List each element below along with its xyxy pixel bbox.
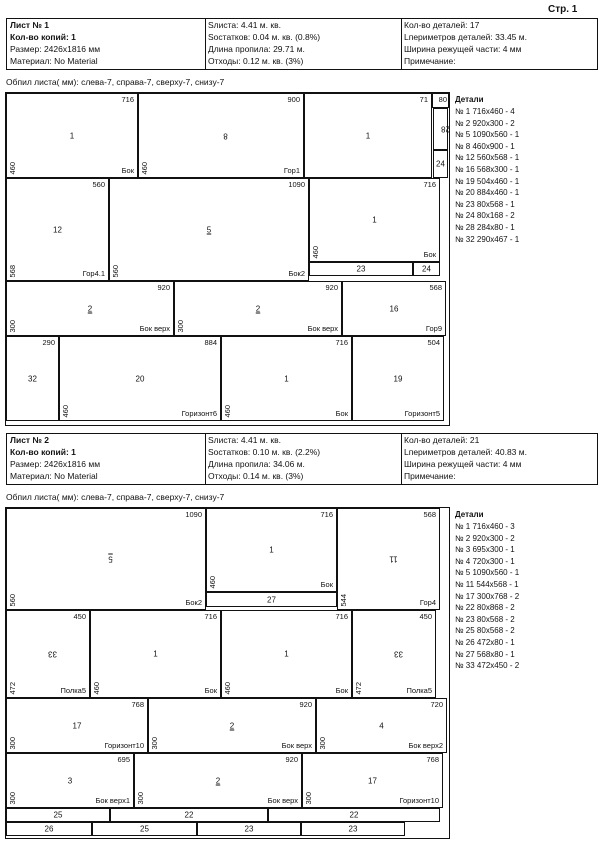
sheet2-cut-length: Длина пропила: 34.06 м. [208, 459, 305, 469]
part[interactable]: 716 1 460 Бок [6, 93, 138, 178]
part[interactable]: 920 2 300 Бок верх [6, 281, 174, 336]
list-item: № 20 884x460 - 1 [455, 188, 520, 198]
part[interactable]: 720 4 300 Бок верх2 [316, 698, 447, 753]
sheet1-trim-info: Обпил листа( мм): слева-7, справа-7, сверху-7, снизу-7 [6, 77, 225, 87]
list-item: № 26 472x80 - 1 [455, 637, 515, 647]
sheet1-note: Примечание: [404, 56, 456, 66]
sheet1-material: Материал: No Material [10, 56, 98, 66]
part[interactable]: 71 1 [304, 93, 432, 178]
part[interactable]: 716 1 460 Бок [221, 610, 352, 698]
part[interactable]: 716 1 460 Бок [206, 508, 337, 592]
list-item: № 2 920x300 - 2 [455, 118, 515, 128]
part[interactable]: 768 17 300 Горизонт10 [302, 753, 443, 808]
list-item: № 4 720x300 - 1 [455, 556, 515, 566]
list-item: № 5 1090x560 - 1 [455, 130, 520, 140]
list-item: № 5 1090x560 - 1 [455, 568, 520, 578]
list-item: № 25 80x568 - 2 [455, 626, 515, 636]
list-item: № 23 80x568 - 1 [455, 199, 515, 209]
sheet1-header [6, 18, 598, 70]
sheet2-remnants: Sостатков: 0.10 м. кв. (2.2%) [208, 447, 321, 457]
sheet1-remnants: Sостатков: 0.04 м. кв. (0.8%) [208, 32, 321, 42]
part[interactable]: 26 [6, 822, 92, 836]
sheet1-layout [5, 92, 450, 426]
part[interactable]: 25 [6, 808, 110, 822]
list-item: № 12 560x568 - 1 [455, 153, 520, 163]
list-item: № 24 80x168 - 2 [455, 211, 515, 221]
sheet2-parts-count: Кол-во деталей: 21 [404, 435, 480, 445]
list-item: № 22 80x868 - 2 [455, 603, 515, 613]
part[interactable]: 24 [433, 150, 448, 178]
list-item: № 17 300x768 - 2 [455, 591, 520, 601]
part[interactable]: 290 32 [6, 336, 59, 421]
part[interactable]: 23 [309, 262, 413, 276]
sheet2-area: Sлиста: 4.41 м. кв. [208, 435, 281, 445]
part[interactable]: 1090 5 560 Бок2 [6, 508, 206, 610]
sheet1-perimeter: Lпериметров деталей: 33.45 м. [404, 32, 527, 42]
part[interactable]: 716 1 460 Бок [90, 610, 221, 698]
list-item: № 33 472x450 - 2 [455, 661, 520, 671]
part[interactable]: 504 19 Горизонт5 [352, 336, 444, 421]
list-item: № 1 716x460 - 4 [455, 107, 515, 116]
list-item: № 28 284x80 - 1 [455, 222, 515, 232]
part[interactable]: 22 [110, 808, 268, 822]
sheet2-title: Лист № 2 [10, 435, 50, 445]
part[interactable]: 28 [433, 108, 448, 150]
sheet1-copies: Кол-во копий: 1 [10, 32, 76, 42]
sheet2-perimeter: Lпериметров деталей: 40.83 м. [404, 447, 527, 457]
sheet2-parts-legend: Детали № 1 716x460 - 3 № 2 920x300 - 2 № 3 695x300 - 1 № 4 720x300 - 1 № 5 1090x560 - 1 № 11 544x568 - 1 № 17 300x768 - 2 № 22 80x868 - 2 № 23 80x568 - 2 № 25 80x568 - 2 № 26 472x80 - 1 № 27 568x80 - 1 № 33 472x450 - 2 [455, 510, 520, 671]
part[interactable]: 884 20 460 Горизонт6 [59, 336, 221, 421]
sheet2-layout [5, 507, 450, 839]
part[interactable]: 920 2 300 Бок верх [134, 753, 302, 808]
part[interactable]: 695 3 300 Бок верх1 [6, 753, 134, 808]
part[interactable]: 23 [197, 822, 301, 836]
part[interactable]: 716 1 460 Бок [221, 336, 352, 421]
sheet1-waste: Отходы: 0.12 м. кв. (3%) [208, 56, 304, 66]
sheet2-copies: Кол-во копий: 1 [10, 447, 76, 457]
sheet2-size: Размер: 2426x1816 мм [10, 459, 101, 469]
sheet2-kerf: Ширина режущей части: 4 мм [404, 459, 522, 469]
part[interactable]: 27 [206, 592, 337, 607]
list-item: № 11 544x568 - 1 [455, 579, 519, 589]
list-item: № 8 460x900 - 1 [455, 141, 515, 151]
sheet2-trim-info: Обпил листа( мм): слева-7, справа-7, сверху-7, снизу-7 [6, 492, 225, 502]
sheet1-area: Sлиста: 4.41 м. кв. [208, 20, 281, 30]
part[interactable]: 768 17 300 Горизонт10 [6, 698, 148, 753]
list-item: № 3 695x300 - 1 [455, 545, 515, 555]
list-item: № 27 568x80 - 1 [455, 649, 515, 659]
part[interactable]: 22 [268, 808, 440, 822]
sheet1-cut-length: Длина пропила: 29.71 м. [208, 44, 305, 54]
sheet2-note: Примечание: [404, 471, 456, 481]
part[interactable]: 450 33 472 Полка5 [352, 610, 436, 698]
part[interactable]: 568 11 544 Гор4 [337, 508, 440, 610]
sheet2-header [6, 433, 598, 485]
part[interactable]: 900 8 460 Гор1 [138, 93, 304, 178]
list-item: № 1 716x460 - 3 [455, 522, 515, 531]
list-item: № 32 290x467 - 1 [455, 234, 520, 244]
part[interactable]: 25 [92, 822, 197, 836]
part[interactable]: 23 [301, 822, 405, 836]
sheet2-material: Материал: No Material [10, 471, 98, 481]
part[interactable]: 450 33 472 Полка5 [6, 610, 90, 698]
part[interactable]: 24 [413, 262, 440, 276]
sheet1-parts-legend: Детали № 1 716x460 - 4 № 2 920x300 - 2 № 5 1090x560 - 1 № 8 460x900 - 1 № 12 560x568 - 1 № 16 568x300 - 1 № 19 504x460 - 1 № 20 884x460 - 1 № 23 80x568 - 1 № 24 80x168 - 2 № 28 284x80 - 1 № 32 290x467 - 1 [455, 95, 520, 244]
part[interactable]: 920 2 300 Бок верх [174, 281, 342, 336]
part[interactable]: 920 2 300 Бок верх [148, 698, 316, 753]
part[interactable]: 716 1 460 Бок [309, 178, 440, 262]
sheet1-title: Лист № 1 [10, 20, 50, 30]
sheet2-waste: Отходы: 0.14 м. кв. (3%) [208, 471, 304, 481]
part[interactable]: 80 [432, 93, 449, 108]
sheet1-kerf: Ширина режущей части: 4 мм [404, 44, 522, 54]
list-item: № 16 568x300 - 1 [455, 164, 520, 174]
part[interactable]: 1090 5 560 Бок2 [109, 178, 309, 281]
part[interactable]: 560 12 568 Гор4.1 [6, 178, 109, 281]
list-item: № 19 504x460 - 1 [455, 176, 520, 186]
part[interactable]: 568 16 Гор9 [342, 281, 446, 336]
page-number: Стр. 1 [548, 4, 578, 15]
list-item: № 2 920x300 - 2 [455, 533, 515, 543]
sheet1-parts-count: Кол-во деталей: 17 [404, 20, 480, 30]
sheet1-size: Размер: 2426x1816 мм [10, 44, 101, 54]
list-item: № 23 80x568 - 2 [455, 614, 515, 624]
